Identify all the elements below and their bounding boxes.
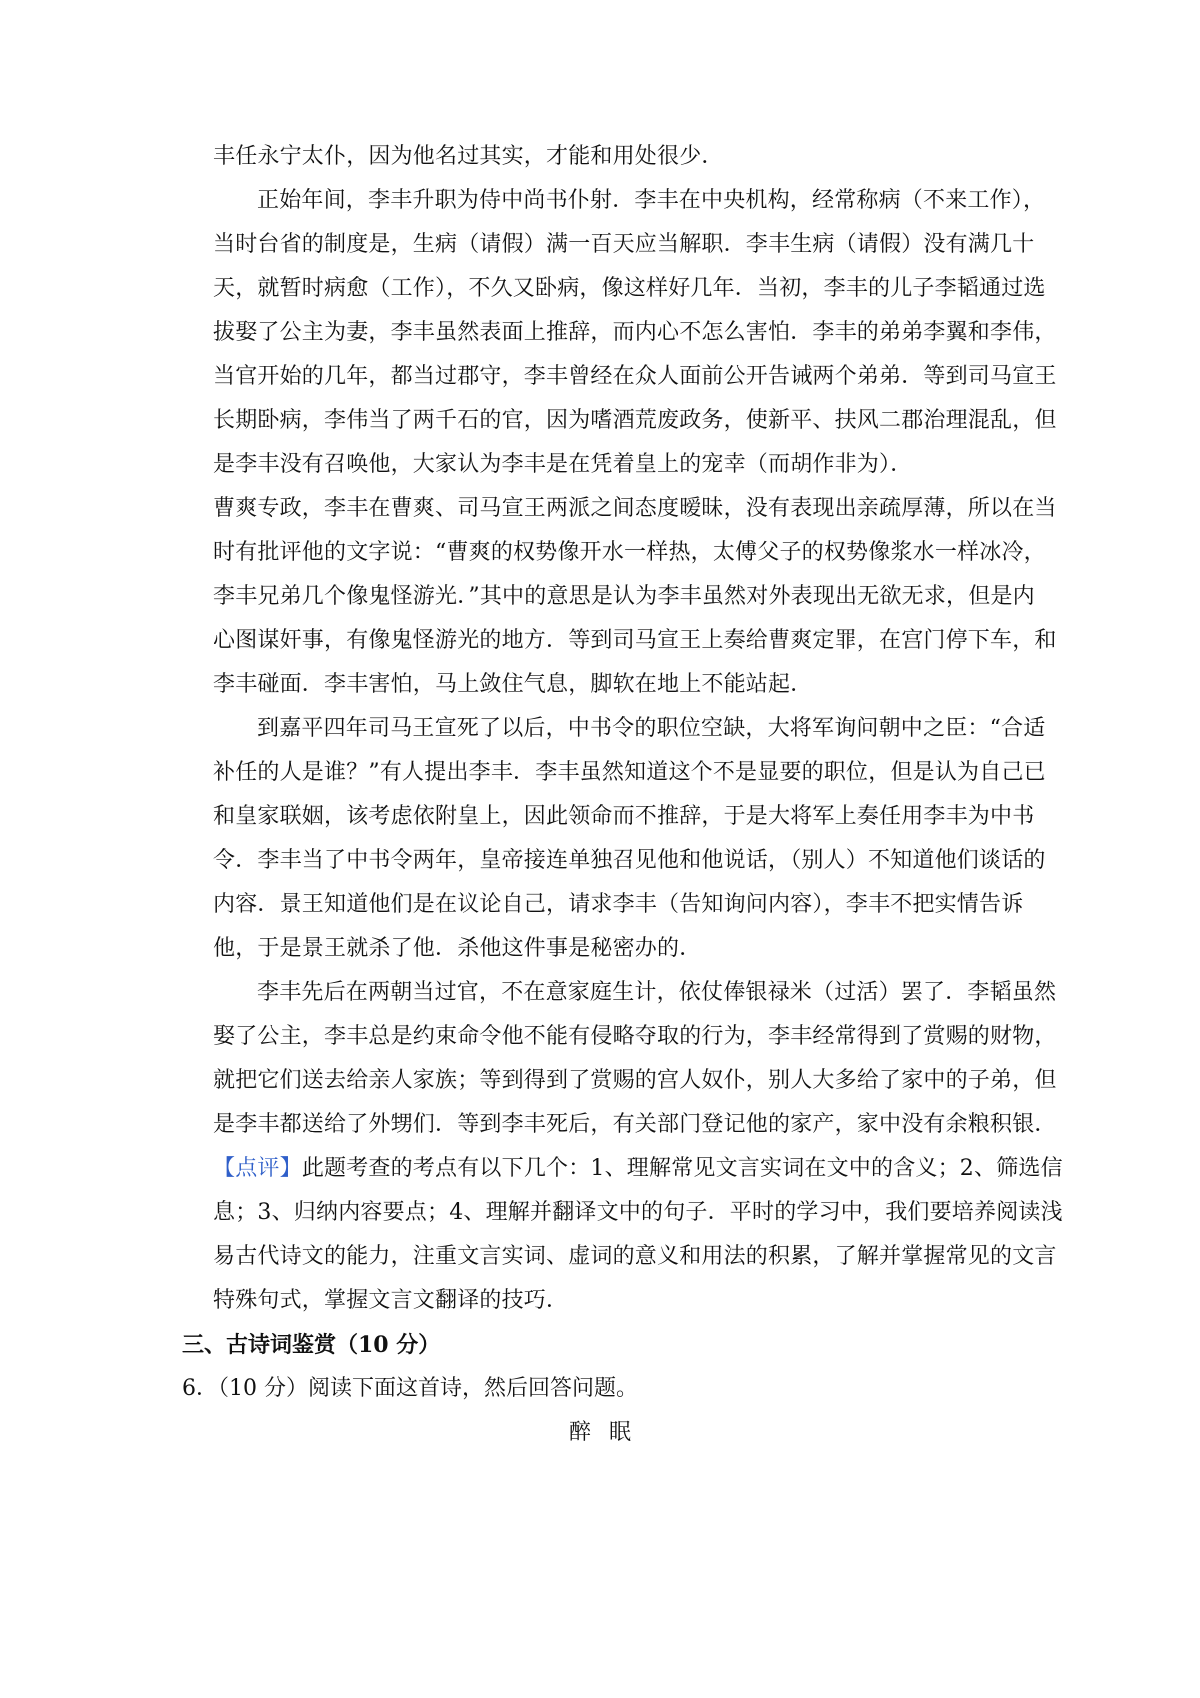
text-line: 李丰碰面．李丰害怕，马上敛住气息，脚软在地上不能站起． [213, 672, 813, 697]
text-line: 就把它们送去给亲人家族；等到得到了赏赐的宫人奴仆，别人大多给了家中的子弟，但 [213, 1068, 1057, 1093]
text-line: 他，于是景王就杀了他．杀他这件事是秘密办的． [213, 936, 702, 961]
text-line: 是李丰都送给了外甥们．等到李丰死后，有关部门登记他的家产，家中没有余粮积银． [213, 1112, 1057, 1137]
text-line: 丰任永宁太仆，因为他名过其实，才能和用处很少． [213, 144, 724, 169]
text-line: 时有批评他的文字说：“曹爽的权势像开水一样热，太傅父子的权势像浆水一样冰冷， [213, 540, 1046, 565]
text-line: 当时台省的制度是，生病（请假）满一百天应当解职．李丰生病（请假）没有满几十 [213, 232, 1035, 257]
text-line: 李丰兄弟几个像鬼怪游光．”其中的意思是认为李丰虽然对外表现出无欲无求，但是内 [213, 584, 1035, 609]
text-line: 令．李丰当了中书令两年，皇帝接连单独召见他和他说话，（别人）不知道他们谈话的 [213, 848, 1046, 873]
text-line: 心图谋奸事，有像鬼怪游光的地方．等到司马宣王上奏给曹爽定罪，在宫门停下车，和 [213, 628, 1057, 653]
comment-tag: 【点评】 [213, 1156, 302, 1181]
text-line: 易古代诗文的能力，注重文言实词、虚词的意义和用法的积累，了解并掌握常见的文言 [213, 1244, 1057, 1269]
text-line: 长期卧病，李伟当了两千石的官，因为嗜酒荒废政务，使新平、扶风二郡治理混乱，但 [213, 408, 1057, 433]
text-line: 补任的人是谁？”有人提出李丰．李丰虽然知道这个不是显要的职位，但是认为自己已 [213, 760, 1046, 785]
text-line: 娶了公主，李丰总是约束命令他不能有侵略夺取的行为，李丰经常得到了赏赐的财物， [213, 1024, 1057, 1049]
text-line: 天，就暂时病愈（工作），不久又卧病，像这样好几年．当初，李丰的儿子李韬通过选 [213, 276, 1046, 301]
text-line: 息；3、归纳内容要点；4、理解并翻译文中的句子．平时的学习中，我们要培养阅读浅 [213, 1200, 1063, 1225]
text-line: 曹爽专政，李丰在曹爽、司马宣王两派之间态度暧昧，没有表现出亲疏厚薄，所以在当 [213, 496, 1057, 521]
comment-first-line [213, 1154, 1063, 1184]
text-line: 正始年间，李丰升职为侍中尚书仆射．李丰在中央机构，经常称病（不来工作）， [257, 188, 1046, 213]
text-line: 李丰先后在两朝当过官，不在意家庭生计，依仗俸银禄米（过活）罢了．李韬虽然 [257, 980, 1057, 1005]
comment-text: 此题考查的考点有以下几个：1、理解常见文言实词在文中的含义；2、筛选信 [301, 1156, 1063, 1181]
text-line: 内容．景王知道他们是在议论自己，请求李丰（告知询问内容），李丰不把实情告诉 [213, 892, 1024, 917]
text-line: 特殊句式，掌握文言文翻译的技巧． [213, 1288, 569, 1313]
poem-title: 醉眠 [568, 1420, 649, 1445]
text-line: 是李丰没有召唤他，大家认为李丰是在凭着皇上的宠幸（而胡作非为）． [213, 452, 913, 477]
text-line: 到嘉平四年司马王宣死了以后，中书令的职位空缺，大将军询问朝中之臣：“合适 [257, 716, 1046, 741]
text-line: 当官开始的几年，都当过郡守，李丰曾经在众人面前公开告诫两个弟弟．等到司马宣王 [213, 364, 1057, 389]
text-line: 和皇家联姻，该考虑依附皇上，因此领命而不推辞，于是大将军上奏任用李丰为中书 [213, 804, 1035, 829]
question-prompt: 6．（10 分）阅读下面这首诗，然后回答问题。 [182, 1376, 638, 1401]
section-heading: 三、古诗词鉴赏（10 分） [182, 1332, 441, 1358]
text-line: 拔娶了公主为妻，李丰虽然表面上推辞，而内心不怎么害怕．李丰的弟弟李翼和李伟， [213, 320, 1057, 345]
